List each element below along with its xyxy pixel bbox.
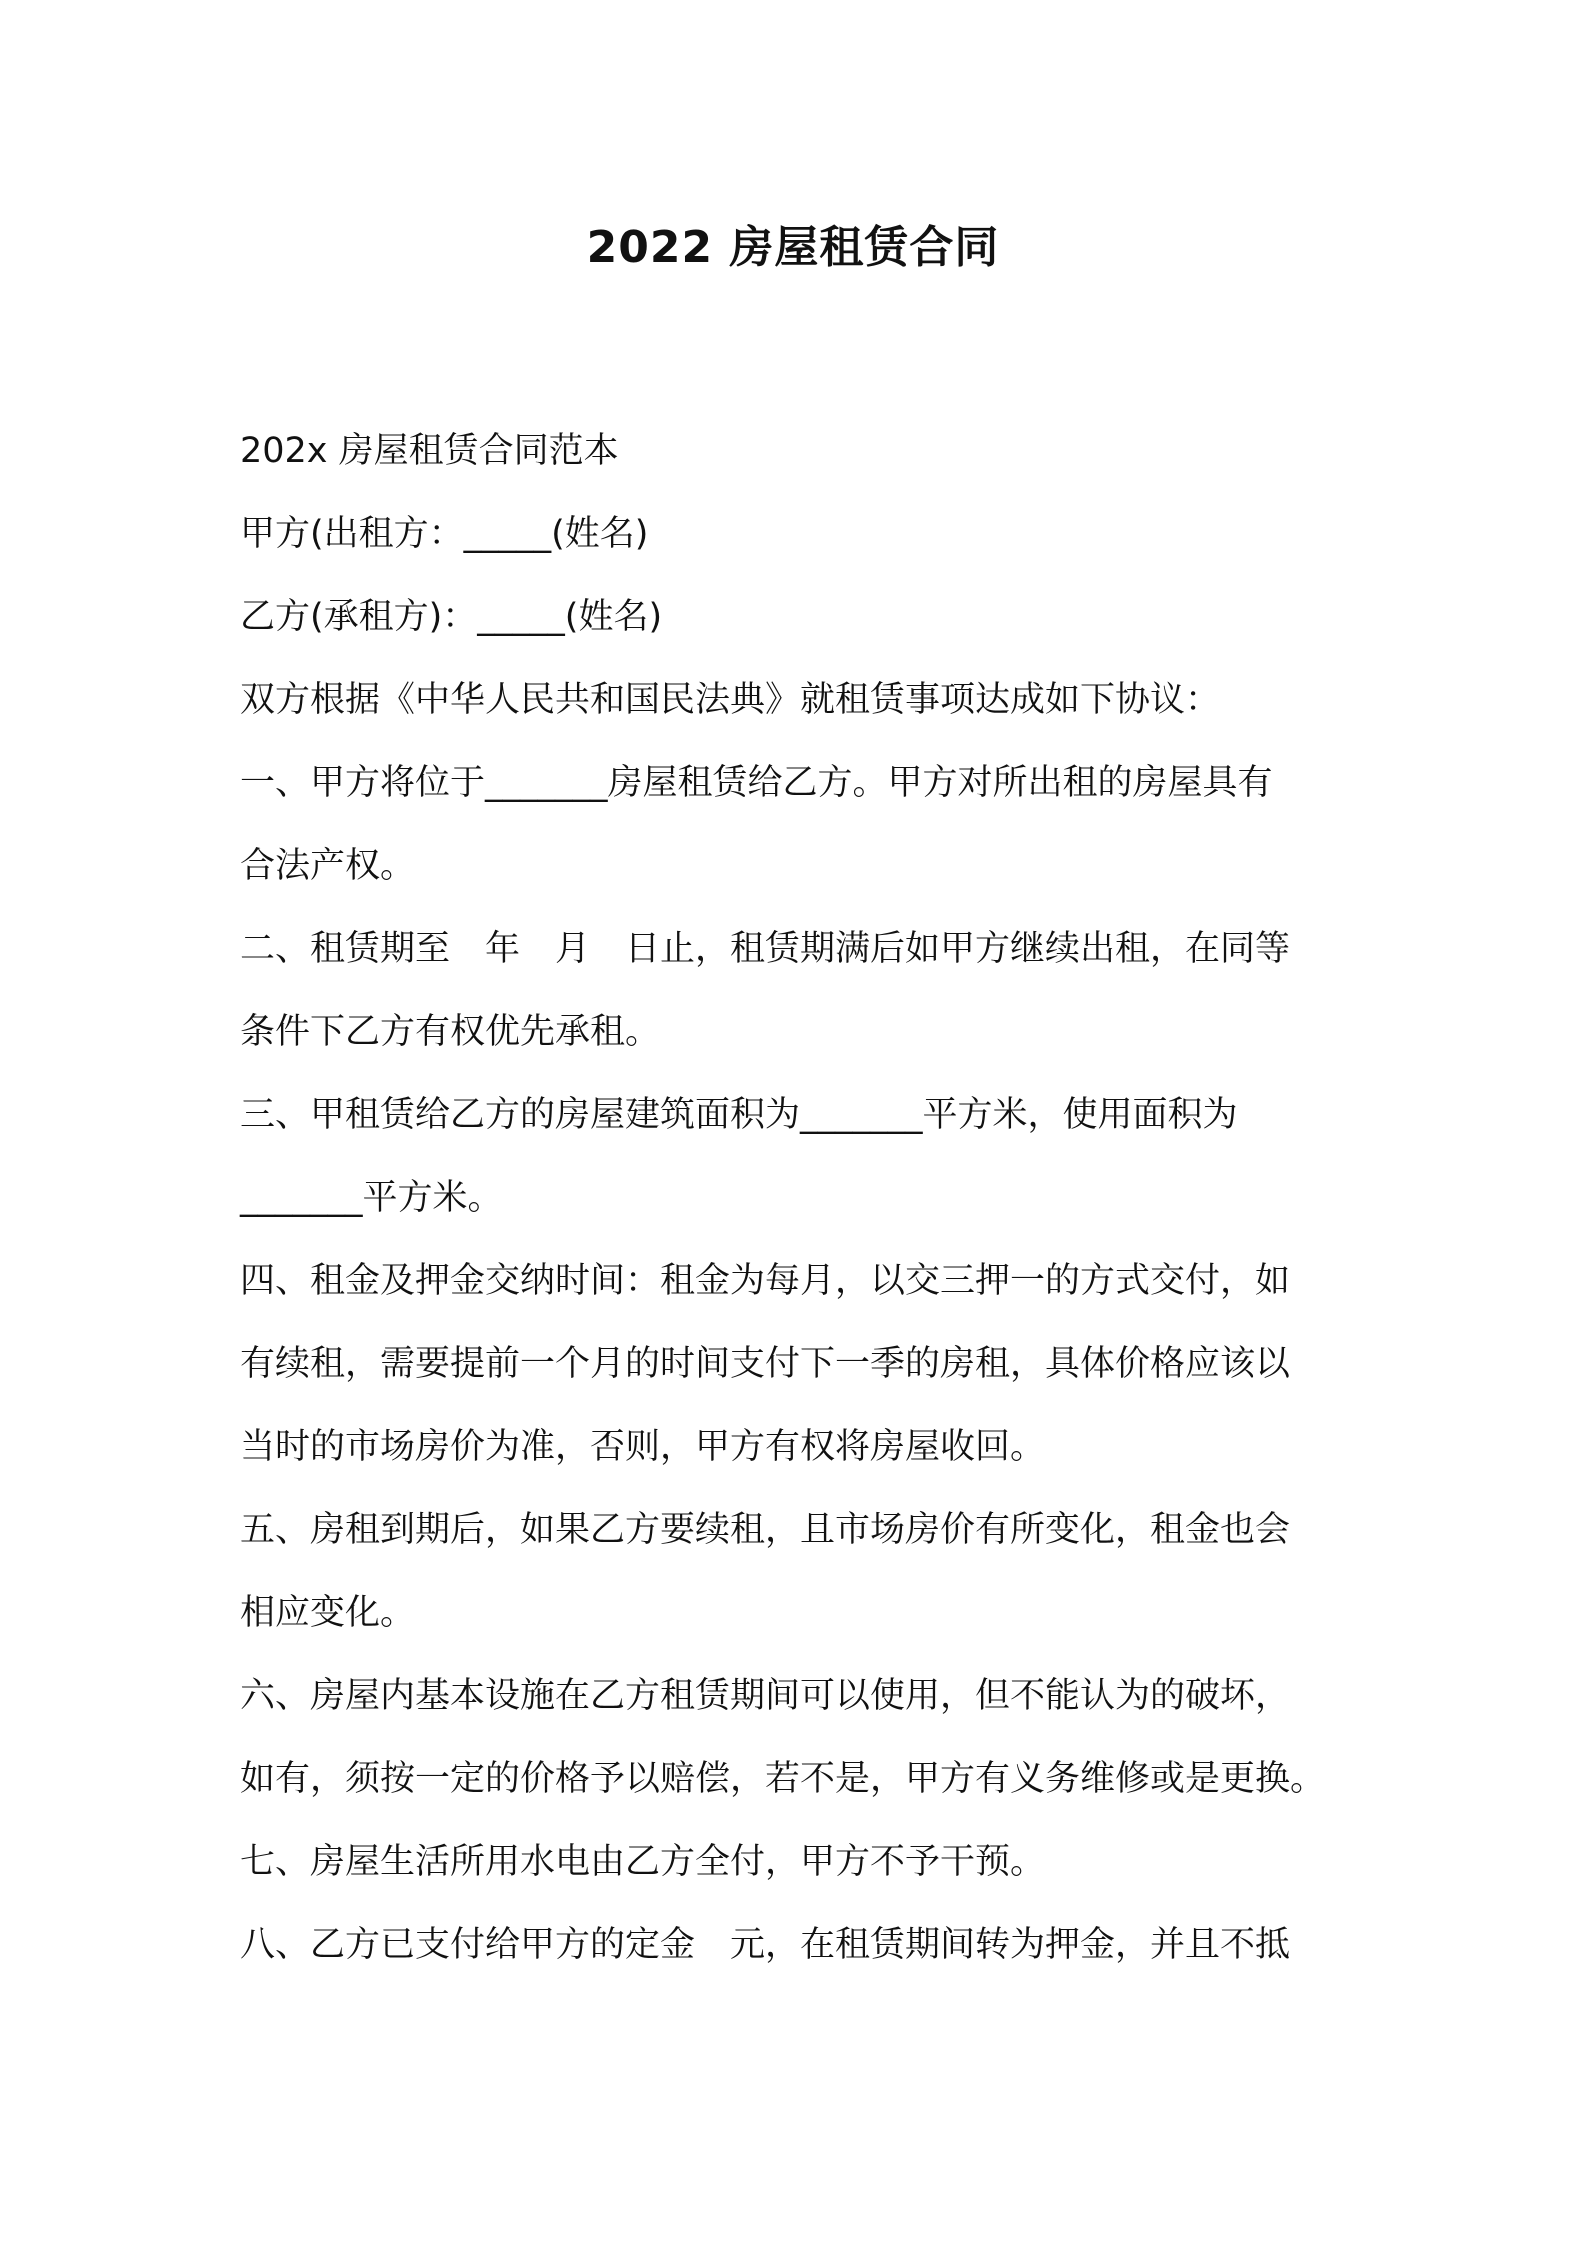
document-body [240,410,1350,1987]
document-title: 2022 房屋租赁合同 [586,222,1000,273]
clause-6-line-2: 如有，须按一定的价格予以赔偿，若不是，甲方有义务维修或是更换。 [240,1759,1326,1799]
clause-5-line-1: 五、房租到期后，如果乙方要续租，且市场房价有所变化，租金也会 [240,1510,1291,1550]
clause-5-line-2: 相应变化。 [240,1593,416,1633]
clause-3-line-1: 三、甲租赁给乙方的房屋建筑面积为_______平方米，使用面积为 [240,1095,1238,1135]
clause-6-line-1: 六、房屋内基本设施在乙方租赁期间可以使用，但不能认为的破坏， [240,1676,1291,1716]
party-b-line: 乙方(承租方)：_____(姓名) [240,597,663,637]
agreement-intro-line: 双方根据《中华人民共和国民法典》就租赁事项达成如下协议： [240,680,1221,720]
clause-2-line-2: 条件下乙方有权优先承租。 [240,1012,661,1052]
clause-1-line-2: 合法产权。 [240,846,416,886]
subtitle-line: 202x 房屋租赁合同范本 [240,431,619,471]
clause-4-line-1: 四、租金及押金交纳时间：租金为每月，以交三押一的方式交付，如 [240,1261,1291,1301]
clause-7-line-1: 七、房屋生活所用水电由乙方全付，甲方不予干预。 [240,1842,1046,1882]
clause-4-line-3: 当时的市场房价为准，否则，甲方有权将房屋收回。 [240,1427,1046,1467]
clause-2-line-1: 二、租赁期至 年 月 日止，租赁期满后如甲方继续出租，在同等 [240,929,1291,969]
party-a-line: 甲方(出租方：_____(姓名) [240,514,649,554]
clause-8-line-1: 八、乙方已支付给甲方的定金 元，在租赁期间转为押金，并且不抵 [240,1925,1291,1965]
clause-1-line-1: 一、甲方将位于_______房屋租赁给乙方。甲方对所出租的房屋具有 [240,763,1273,803]
clause-4-line-2: 有续租，需要提前一个月的时间支付下一季的房租，具体价格应该以 [240,1344,1291,1384]
clause-3-line-2: _______平方米。 [240,1178,503,1218]
